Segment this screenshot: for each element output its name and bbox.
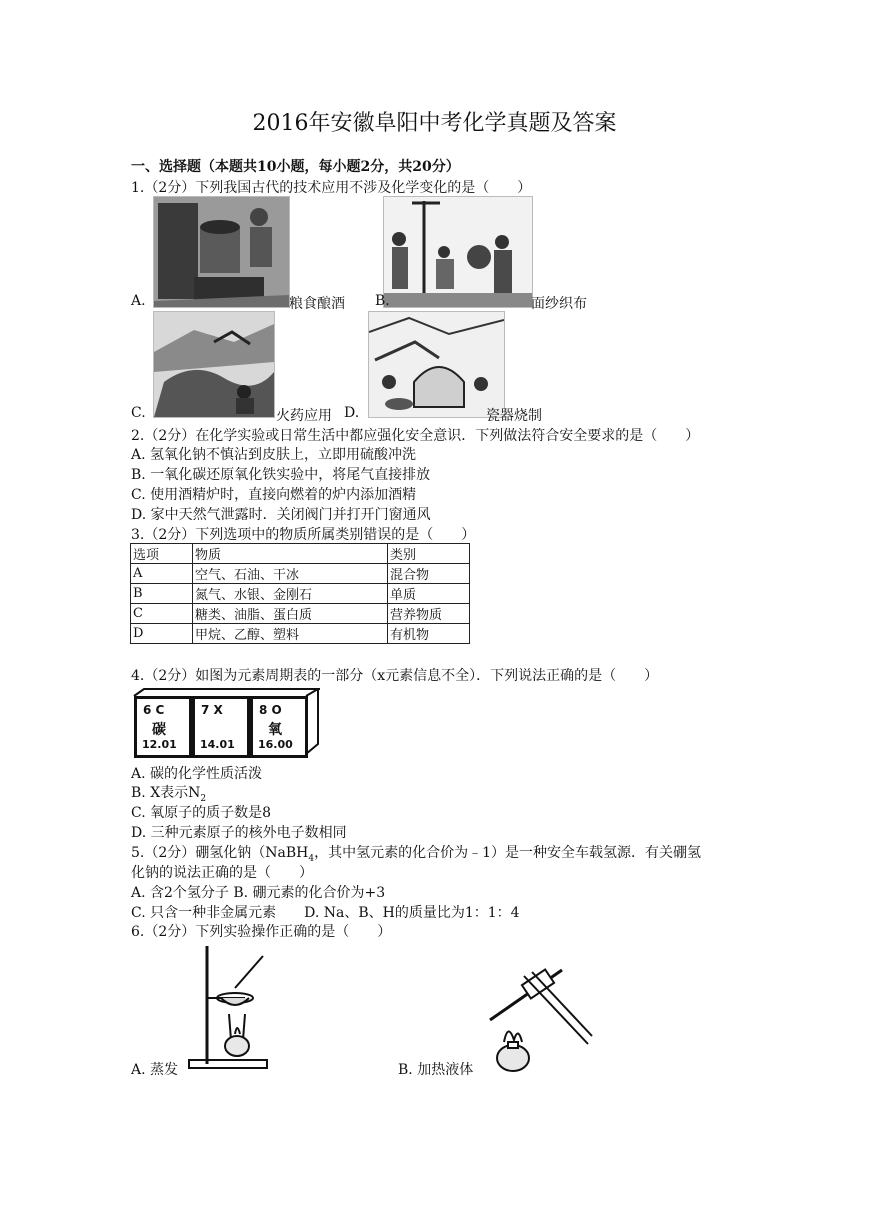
- element-number-symbol: 7 X: [201, 703, 223, 717]
- q5-options-ab: A. 含2个氢分子 B. 硼元素的化合价为+3: [131, 885, 386, 901]
- q1-option-d-letter: D.: [344, 405, 360, 421]
- porcelain-firing-image: [368, 311, 505, 418]
- q6-stem: 6.（2分）下列实验操作正确的是（ ）: [131, 924, 392, 940]
- q4-option-b: [131, 782, 206, 804]
- table-header-cell: 类别: [388, 544, 470, 564]
- table-cell: 混合物: [388, 564, 470, 584]
- q1-option-a-letter: A.: [131, 293, 146, 309]
- q6-option-a: A. 蒸发: [131, 1062, 179, 1078]
- table-cell: D: [131, 624, 193, 644]
- q5-options-cd: C. 只含一种非金属元素 D. Na、B、H的质量比为1：1：4: [131, 905, 520, 921]
- q1-option-c-letter: C.: [131, 405, 146, 421]
- q2-option-c: C. 使用酒精炉时，直接向燃着的炉内添加酒精: [131, 487, 417, 503]
- element-number-symbol: 8 O: [259, 703, 282, 717]
- element-mass: 16.00: [258, 738, 293, 751]
- table-row: [131, 584, 470, 604]
- element-name: 碳: [152, 722, 166, 738]
- q4-option-d: D. 三种元素原子的核外电子数相同: [131, 825, 347, 841]
- table-cell: 单质: [388, 584, 470, 604]
- table-cell: B: [131, 584, 193, 604]
- element-number-symbol: 6 C: [143, 703, 165, 717]
- q2-option-b: B. 一氧化碳还原氧化铁实验中，将尾气直接排放: [131, 467, 431, 483]
- q1-option-c-text: 火药应用: [276, 408, 332, 424]
- q4-option-b-text: B. X表示N: [131, 785, 201, 801]
- q3-stem: 3.（2分）下列选项中的物质所属类别错误的是（ ）: [131, 527, 476, 543]
- element-mass: 14.01: [200, 738, 235, 751]
- table-cell: 空气、石油、干冰: [193, 564, 388, 584]
- q2-option-a: A. 氢氧化钠不慎沾到皮肤上，立即用硫酸冲洗: [131, 447, 417, 463]
- q5-stem-line2: 化钠的说法正确的是（ ）: [131, 865, 313, 881]
- section-heading: 一、选择题（本题共10小题，每小题2分，共20分）: [131, 159, 460, 175]
- q2-option-d: D. 家中天然气泄露时．关闭阀门并打开门窗通风: [131, 507, 431, 523]
- heating-liquid-image: [484, 962, 594, 1074]
- q1-stem: 1.（2分）下列我国古代的技术应用不涉及化学变化的是（ ）: [131, 180, 532, 196]
- q2-stem: 2.（2分）在化学实验或日常生活中都应强化安全意识．下列做法符合安全要求的是（ ）: [131, 428, 700, 444]
- q5-stem-prefix: 5.（2分）硼氢化钠（NaBH: [131, 845, 309, 861]
- table-row: [131, 624, 470, 644]
- table-cell: 有机物: [388, 624, 470, 644]
- page-title: 2016年安徽阜阳中考化学真题及答案: [252, 111, 617, 136]
- table-row: [131, 564, 470, 584]
- table-header-row: [131, 544, 470, 564]
- q6-option-b: B. 加热液体: [398, 1062, 474, 1078]
- table-cell: C: [131, 604, 193, 624]
- table-cell: 氮气、水银、金刚石: [193, 584, 388, 604]
- q1-option-d-text: 瓷器烧制: [486, 408, 542, 424]
- periodic-table-fragment: [130, 688, 320, 760]
- element-cell-x: [192, 696, 250, 758]
- q1-option-b-text: 面纱织布: [531, 296, 587, 312]
- grain-wine-image: [153, 196, 290, 308]
- table-cell: 糖类、油脂、蛋白质: [193, 604, 388, 624]
- table-row: [131, 604, 470, 624]
- evaporation-apparatus-image: [185, 942, 270, 1072]
- table-header-cell: 选项: [131, 544, 193, 564]
- table-header-cell: 物质: [193, 544, 388, 564]
- q5-stem-line1: [131, 842, 701, 864]
- element-mass: 12.01: [142, 738, 177, 751]
- gunpowder-image: [153, 311, 275, 418]
- q4-option-b-subscript: 2: [200, 793, 207, 804]
- cotton-weaving-image: [383, 196, 533, 308]
- table-cell: 甲烷、乙醇、塑料: [193, 624, 388, 644]
- q4-option-a: A. 碳的化学性质活泼: [131, 766, 263, 782]
- q5-stem-subscript: 4: [308, 853, 315, 864]
- element-name: 氧: [268, 722, 282, 738]
- q4-option-c: C. 氧原子的质子数是8: [131, 805, 272, 821]
- table-cell: 营养物质: [388, 604, 470, 624]
- q1-option-b-letter: B.: [375, 293, 390, 309]
- q1-option-a-text: 粮食酿酒: [289, 296, 345, 312]
- q5-stem-suffix: ，其中氢元素的化合价为﹣1）是一种安全车载氢源．有关硼氢: [314, 845, 701, 861]
- element-cell-oxygen: [250, 696, 308, 758]
- classification-table: [130, 543, 470, 644]
- table-cell: A: [131, 564, 193, 584]
- element-cell-carbon: [134, 696, 192, 758]
- q4-stem: 4.（2分）如图为元素周期表的一部分（x元素信息不全）．下列说法正确的是（ ）: [131, 668, 659, 684]
